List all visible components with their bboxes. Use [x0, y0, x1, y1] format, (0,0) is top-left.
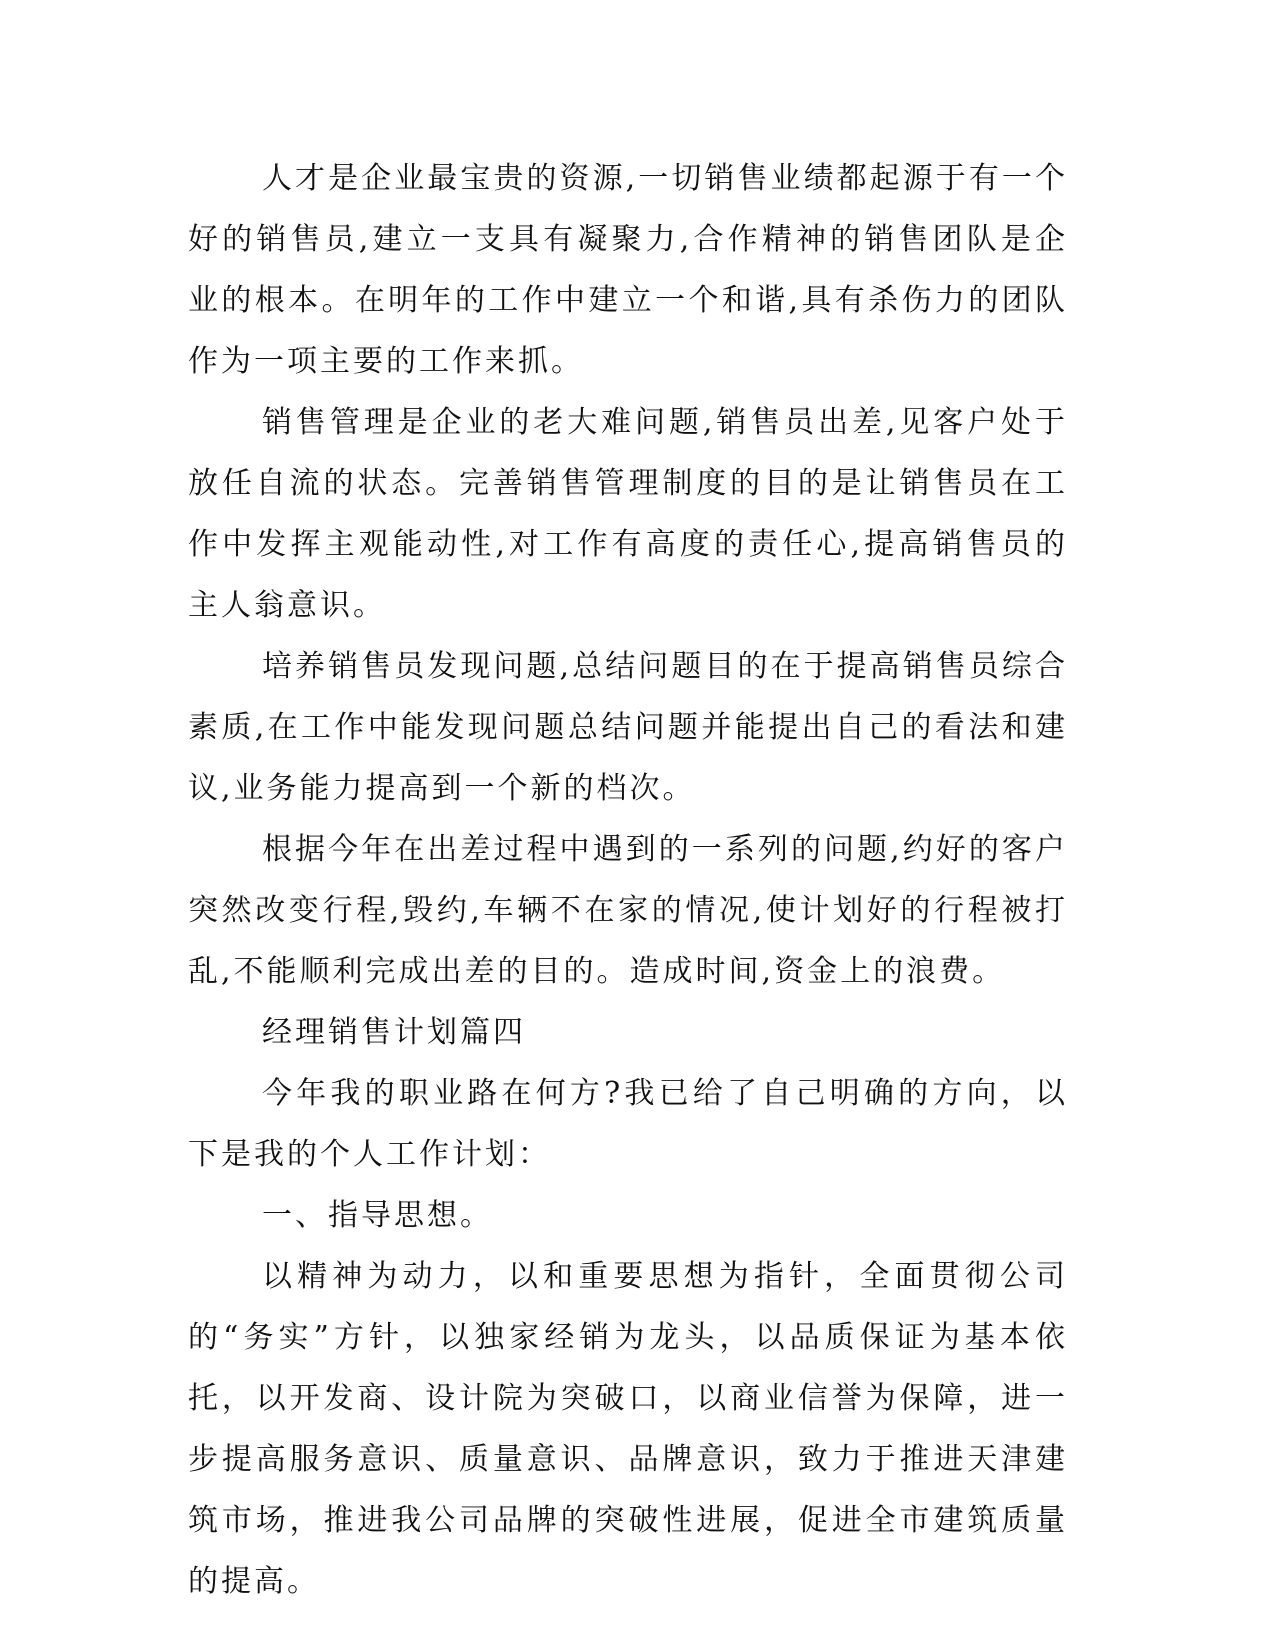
paragraph-problem-solving: 培养销售员发现问题,总结问题目的在于提高销售员综合素质,在工作中能发现问题总结问题并能提出自己的看法和建议,业务能力提高到一个新的档次。	[188, 649, 1068, 806]
paragraph-team-building: 人才是企业最宝贵的资源,一切销售业绩都起源于有一个好的销售员,建立一支具有凝聚力,合作精神的销售团队是企业的根本。在明年的工作中建立一个和谐,具有杀伤力的团队作为一项主要的工作来抓。	[188, 161, 1068, 379]
paragraph-guiding-ideology: 以精神为动力，以和重要思想为指针，全面贯彻公司的“务实”方针，以独家经销为龙头，以品质保证为基本依托，以开发商、设计院为突破口，以商业信誉为保障，进一步提高服务意识、质量意识、品牌意识，致力于推进天津建筑市场，推进我公司品牌的突破性进展，促进全市建筑质量的提高。	[188, 1259, 1068, 1599]
document-body	[188, 148, 1068, 1612]
paragraph-travel-issues: 根据今年在出差过程中遇到的一系列的问题,约好的客户突然改变行程,毁约,车辆不在家的情况,使计划好的行程被打乱,不能顺利完成出差的目的。造成时间,资金上的浪费。	[188, 832, 1068, 989]
paragraph-sales-management: 销售管理是企业的老大难问题,销售员出差,见客户处于放任自流的状态。完善销售管理制度的目的是让销售员在工作中发挥主观能动性,对工作有高度的责任心,提高销售员的主人翁意识。	[188, 405, 1068, 623]
section-heading-guiding-ideology: 一、指导思想。	[262, 1198, 493, 1233]
paragraph-career-direction: 今年我的职业路在何方?我已给了自己明确的方向，以下是我的个人工作计划：	[188, 1076, 1068, 1172]
section-heading-part-four: 经理销售计划篇四	[262, 1015, 526, 1050]
